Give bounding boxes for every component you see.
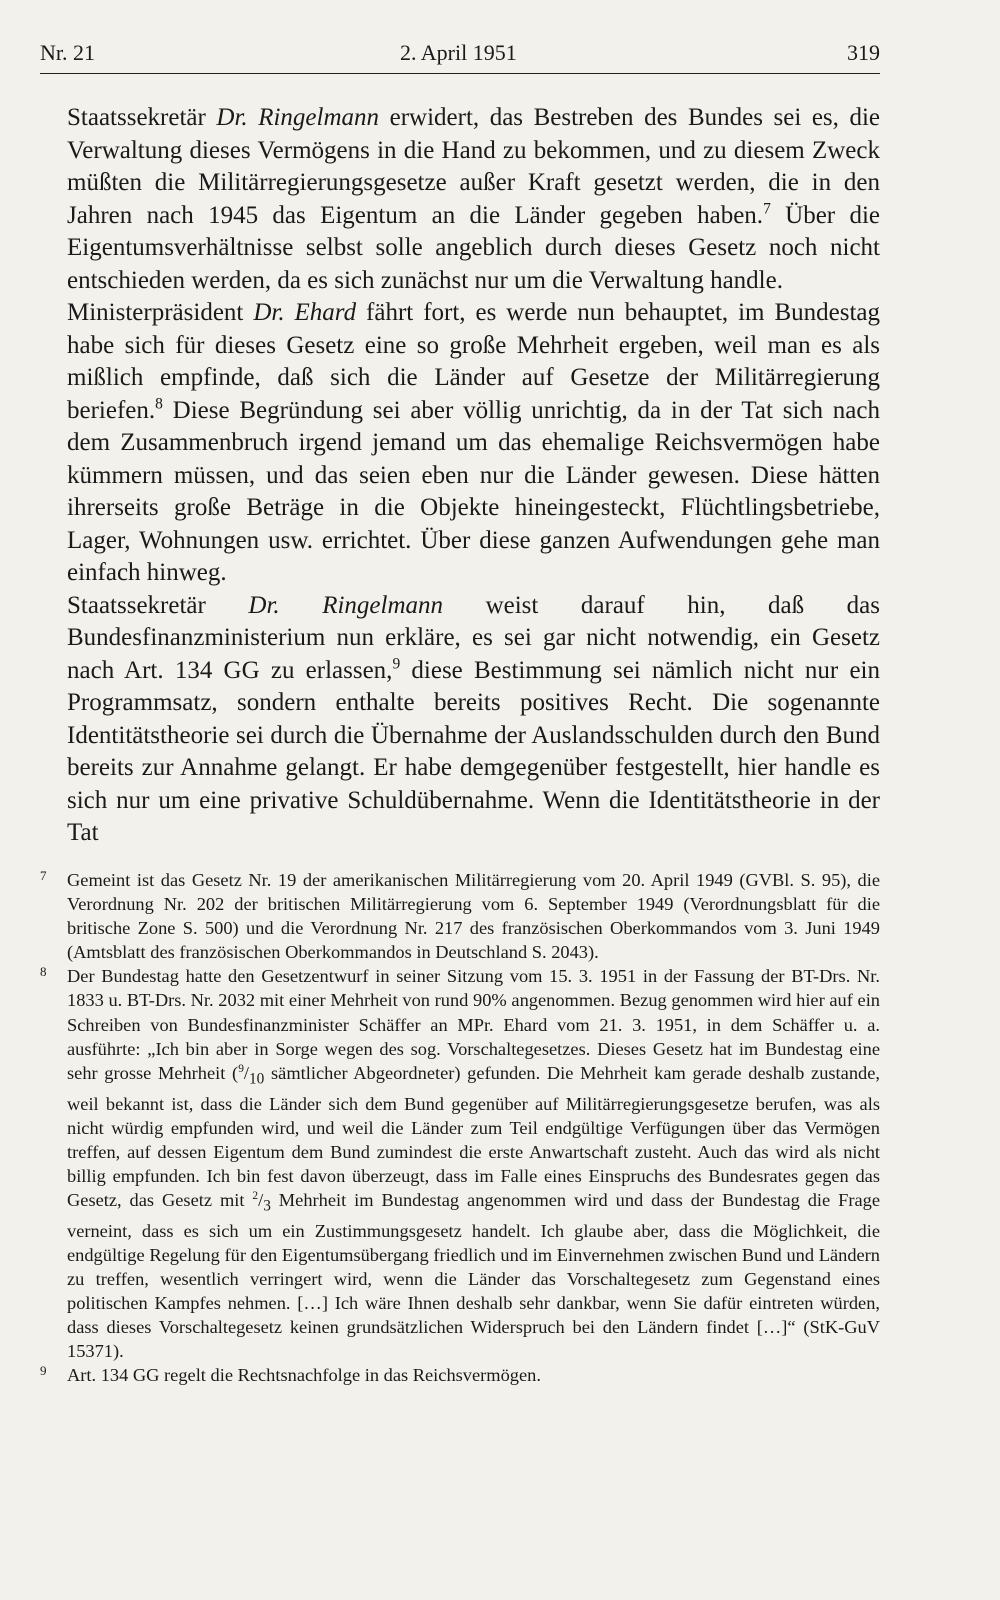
footnote-number: 7 — [40, 868, 47, 883]
page-number: 319 — [847, 40, 880, 65]
main-text — [67, 102, 880, 850]
speaker-name: Ringelmann — [322, 591, 444, 619]
speaker-title: Dr. — [216, 104, 259, 131]
paragraph-3: Staatssekretär Dr. Ringelmann weist darauf hin, daß das Bundesfinanzministerium nun erkläre, es sei gar nicht notwendig, ein Gesetz nach Art. 134 GG zu erlassen,$^9$ diese Bestimmung sei nämlich nicht nur ein Programmsatz, sondern enthalte bereits positives Recht. Die sogenannte Identitätstheorie sei durch die Übernahme der Auslandsschulden durch den Bund bereits zur Annahme gelangt. Er habe demgegenüber festgestellt, hier handle es sich nur um eine privative Schuldübernahme. Wenn die Identitätstheorie in der Tat — [67, 591, 880, 846]
footnotes — [40, 868, 880, 1387]
footnote-ref-9[interactable]: 9 — [392, 654, 401, 672]
footnote-7 — [40, 868, 880, 964]
paragraph-1: Staatssekretär Dr. Ringelmann erwidert, das Bestreben des Bundes sei es, die Verwaltung dieses Vermögens in die Hand zu bekommen, und zu diesem Zweck müßten die Militärregierungsgesetze außer Kraft gesetzt werden, die in den Jahren nach 1945 das Eigentum an die Länder gegeben haben.$^7$ Über die Eigentumsverhältnisse selbst solle angeblich durch dieses Gesetz noch nicht entschieden werden, da es sich zunächst nur um die Verwaltung handle. — [67, 104, 880, 294]
footnote-9 — [40, 1363, 880, 1387]
footnote-number: 8 — [40, 964, 47, 980]
fraction-numerator: 2 — [252, 1189, 259, 1202]
fraction-denominator: 10 — [249, 1070, 265, 1088]
fraction-numerator: 9 — [238, 1062, 244, 1075]
header-rule — [40, 73, 880, 74]
running-header — [40, 38, 880, 68]
paragraph-2: Ministerpräsident Dr. Ehard fährt fort, es werde nun behauptet, im Bundestag habe sich für dieses Gesetz eine so große Mehrheit ergeben, weil man es als mißlich empfinde, daß sich die Länder auf Gesetze der Militärregierung beriefen.$^8$ Diese Begründung sei aber völlig unrichtig, da in der Tat sich nach dem Zusammenbruch irgend jemand um das ehemalige Reichsvermögen habe kümmern müssen, und das seien eben nur die Länder gewesen. Diese hätten ihrerseits große Beträge in die Objekte hineingesteckt, Flüchtlingsbetriebe, Lager, Wohnungen usw. errichtet. Über diese ganzen Aufwendungen gehe man einfach hinweg. — [67, 299, 880, 586]
speaker-name: Ringelmann — [258, 104, 380, 131]
footnote-number: 9 — [40, 1363, 47, 1379]
header-date: 2. April 1951 — [400, 40, 517, 65]
footnote-8: 8 Der Bundestag hatte den Gesetzentwurf in seiner Sitzung vom 15. 3. 1951 in der Fassung der BT-Drs. Nr. 1833 u. BT-Drs. Nr. 2032 mit einer Mehrheit von rund 90% angenommen. Bezug genommen wird hier auf ein Schreiben von Bundesfinanzminister Schäffer an MPr. Ehard vom 21. 3. 1951, in dem Schäffer u. a. ausführte: „Ich bin aber in Sorge wegen des sog. Vorschaltegesetzes. Dieses Gesetz hat im Bundestag eine sehr grosse Mehrheit ($^9/_{10}$ sämtlicher Abgeordneter) gefunden. Die Mehrheit kam gerade deshalb zustande, weil bekannt ist, dass die Länder sich dem Bund gegenüber auf Militärregierungsgesetze berufen, was als nicht würdig empfunden wird, und weil die Länder zum Teil endgültige Verfügungen über das Vermögen treffen, auf dessen Eigentum dem Bund zumindest die erste Anwartschaft zusteht. Auch das wird als nicht billig empfunden. Ich bin fest davon überzeugt, dass im Falle eines Einspruchs des Bundesrates gegen das Gesetz, das Gesetz mit $^2/_3$ Mehrheit im Bundestag angenommen wird und dass der Bundestag die Frage verneint, dass es sich um ein Zustimmungsgesetz handelt. Ich glaube aber, dass die Möglichkeit, die endgültige Regelung für den Eigentumsübergang friedlich und im Einvernehmen zwischen Bund und Ländern zu treffen, wesentlich verringert wird, wenn die Länder das Vorschaltegesetz zum Gegenstand eines politischen Kampfes nehmen. […] Ich wäre Ihnen deshalb sehr dankbar, wenn Sie dafür eintreten würden, dass dieses Vorschaltegesetz keinen grundsätzlichen Widerspruch bei den Ländern findet […]“ (StK-GuV 15371). — [40, 964, 880, 1363]
speaker-name: Ehard — [294, 299, 357, 326]
speaker-title: Dr. — [248, 591, 323, 619]
footnote-ref-8[interactable]: 8 — [155, 394, 163, 412]
footnote-text: Gemeint ist das Gesetz Nr. 19 der amerikanischen Militärregierung vom 20. April 1949 (GVBl. S. 95), die Verordnung Nr. 202 der britischen Militärregierung vom 6. September 1949 (Verordnungsblatt für die britische Zone S. 500) und die Verordnung Nr. 217 des französischen Oberkommandos vom 3. Juni 1949 (Amtsblatt des französischen Oberkommandos in Deutschland S. 2043). — [67, 870, 880, 963]
footnote-text: Art. 134 GG regelt die Rechtsnachfolge in das Reichsvermögen. — [67, 1365, 541, 1386]
footnote-ref-7[interactable]: 7 — [763, 199, 771, 217]
speaker-title: Dr. — [253, 299, 295, 326]
issue-number: Nr. 21 — [40, 40, 95, 65]
fraction-denominator: 3 — [263, 1197, 271, 1215]
